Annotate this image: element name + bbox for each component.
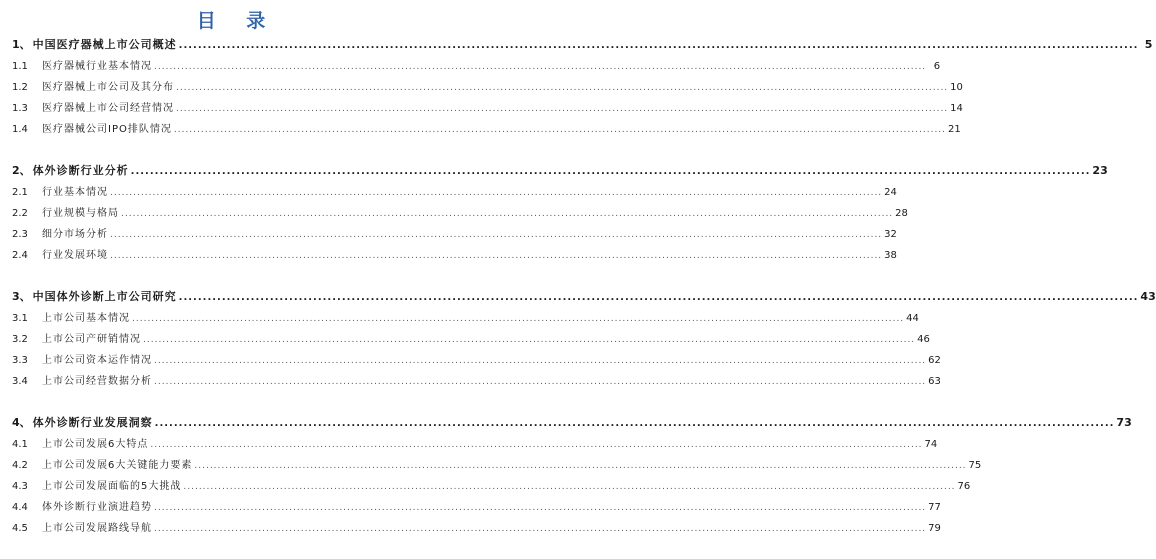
dot-leader: ........................................................................................................................................................................................................: [154, 377, 927, 387]
dot-leader: ........................................................................................................................................................................................................: [154, 62, 927, 72]
dot-leader: ........................................................................................................................................................................................................: [154, 418, 1115, 429]
item-label: 上市公司发展路线导航: [42, 523, 152, 534]
page-number: 6: [933, 61, 941, 72]
item-label: 上市公司发展面临的5大挑战: [42, 481, 182, 492]
toc-section-3: [12, 286, 1156, 392]
item-number: 2.2: [12, 208, 28, 219]
item-label: 医疗器械上市公司及其分布: [42, 82, 174, 93]
item-label: 上市公司产研销情况: [42, 334, 141, 345]
toc-item[interactable]: [12, 224, 897, 245]
toc-item[interactable]: [12, 518, 941, 539]
page-number: 5: [1144, 38, 1153, 51]
page-number: 77: [928, 502, 941, 513]
item-number: 3.1: [12, 313, 28, 324]
toc-item[interactable]: [12, 329, 930, 350]
toc-item[interactable]: [12, 497, 941, 518]
dot-leader: ........................................................................................................................................................................................................: [130, 166, 1091, 177]
dot-leader: ........................................................................................................................................................................................................: [178, 40, 1139, 51]
page-number: 63: [928, 376, 941, 387]
toc-heading[interactable]: [12, 34, 1153, 55]
dot-leader: ........................................................................................................................................................................................................: [154, 524, 927, 534]
item-label: 上市公司经营数据分析: [42, 376, 152, 387]
toc-item[interactable]: [12, 56, 941, 77]
item-number: 2.1: [12, 187, 28, 198]
page-number: 23: [1092, 164, 1108, 177]
dot-leader: ........................................................................................................................................................................................................: [121, 209, 894, 219]
page-number: 46: [917, 334, 930, 345]
toc-item[interactable]: [12, 203, 908, 224]
item-number: 1.1: [12, 61, 28, 72]
item-number: 2.3: [12, 229, 28, 240]
table-of-contents: [12, 34, 1156, 559]
item-number: 1.3: [12, 103, 28, 114]
dot-leader: ........................................................................................................................................................................................................: [154, 356, 927, 366]
item-label: 上市公司基本情况: [42, 313, 130, 324]
item-label: 医疗器械公司IPO排队情况: [42, 124, 172, 135]
item-label: 行业规模与格局: [42, 208, 119, 219]
toc-item[interactable]: [12, 455, 982, 476]
item-number: 4.5: [12, 523, 28, 534]
toc-item[interactable]: [12, 476, 971, 497]
page-number: 79: [928, 523, 941, 534]
page-number: 21: [948, 124, 961, 135]
page-number: 73: [1116, 416, 1132, 429]
toc-item[interactable]: [12, 371, 941, 392]
page-number: 74: [924, 439, 938, 450]
item-label: 医疗器械上市公司经营情况: [42, 103, 174, 114]
item-number: 3.4: [12, 376, 28, 387]
heading-number: 4、: [12, 416, 31, 429]
toc-item[interactable]: [12, 77, 963, 98]
page-number: 24: [884, 187, 897, 198]
page-number: 10: [950, 82, 963, 93]
toc-item[interactable]: [12, 98, 963, 119]
page-number: 14: [950, 103, 963, 114]
dot-leader: ........................................................................................................................................................................................................: [110, 230, 883, 240]
dot-leader: ........................................................................................................................................................................................................: [173, 125, 947, 135]
dot-leader: ........................................................................................................................................................................................................: [154, 503, 927, 513]
dot-leader: ........................................................................................................................................................................................................: [143, 335, 916, 345]
item-number: 4.2: [12, 460, 28, 471]
item-number: 4.1: [12, 439, 28, 450]
page-number: 32: [884, 229, 897, 240]
item-label: 上市公司发展6大关键能力要素: [42, 460, 193, 471]
toc-heading[interactable]: [12, 160, 1108, 181]
item-number: 4.3: [12, 481, 28, 492]
dot-leader: ........................................................................................................................................................................................................: [176, 83, 949, 93]
dot-leader: ........................................................................................................................................................................................................: [132, 314, 905, 324]
toc-item[interactable]: [12, 119, 961, 140]
toc-title: 目 录: [196, 10, 278, 32]
heading-number: 1、: [12, 38, 31, 51]
dot-leader: ........................................................................................................................................................................................................: [183, 482, 956, 492]
dot-leader: ........................................................................................................................................................................................................: [178, 292, 1139, 303]
item-number: 3.2: [12, 334, 28, 345]
page-number: 43: [1140, 290, 1156, 303]
dot-leader: ........................................................................................................................................................................................................: [194, 461, 967, 471]
toc-section-1: [12, 34, 1153, 140]
page-number: 62: [928, 355, 941, 366]
dot-leader: ........................................................................................................................................................................................................: [110, 188, 883, 198]
item-number: 2.4: [12, 250, 28, 261]
dot-leader: ........................................................................................................................................................................................................: [176, 104, 949, 114]
page-number: 28: [895, 208, 908, 219]
toc-heading[interactable]: [12, 412, 1132, 433]
item-label: 行业发展环境: [42, 250, 108, 261]
page-number: 44: [906, 313, 919, 324]
item-number: 4.4: [12, 502, 28, 513]
dot-leader: ........................................................................................................................................................................................................: [150, 440, 923, 450]
toc-section-4: [12, 412, 1132, 539]
heading-label: 体外诊断行业分析: [32, 164, 129, 177]
page-number: 38: [884, 250, 897, 261]
heading-label: 体外诊断行业发展洞察: [32, 416, 153, 429]
item-label: 上市公司资本运作情况: [42, 355, 152, 366]
item-label: 上市公司发展6大特点: [42, 439, 149, 450]
page-number: 75: [968, 460, 982, 471]
item-label: 体外诊断行业演进趋势: [42, 502, 152, 513]
heading-number: 2、: [12, 164, 31, 177]
item-number: 1.2: [12, 82, 28, 93]
toc-section-2: [12, 160, 1108, 266]
dot-leader: ........................................................................................................................................................................................................: [110, 251, 883, 261]
item-label: 行业基本情况: [42, 187, 108, 198]
toc-item[interactable]: [12, 308, 919, 329]
item-label: 细分市场分析: [42, 229, 108, 240]
heading-number: 3、: [12, 290, 31, 303]
toc-item[interactable]: [12, 245, 897, 266]
toc-item[interactable]: [12, 182, 897, 203]
item-label: 医疗器械行业基本情况: [42, 61, 152, 72]
toc-item[interactable]: [12, 434, 938, 455]
heading-label: 中国医疗器械上市公司概述: [32, 38, 177, 51]
toc-heading[interactable]: [12, 286, 1156, 307]
item-number: 1.4: [12, 124, 28, 135]
heading-label: 中国体外诊断上市公司研究: [32, 290, 177, 303]
toc-item[interactable]: [12, 350, 941, 371]
item-number: 3.3: [12, 355, 28, 366]
page-number: 76: [957, 481, 971, 492]
